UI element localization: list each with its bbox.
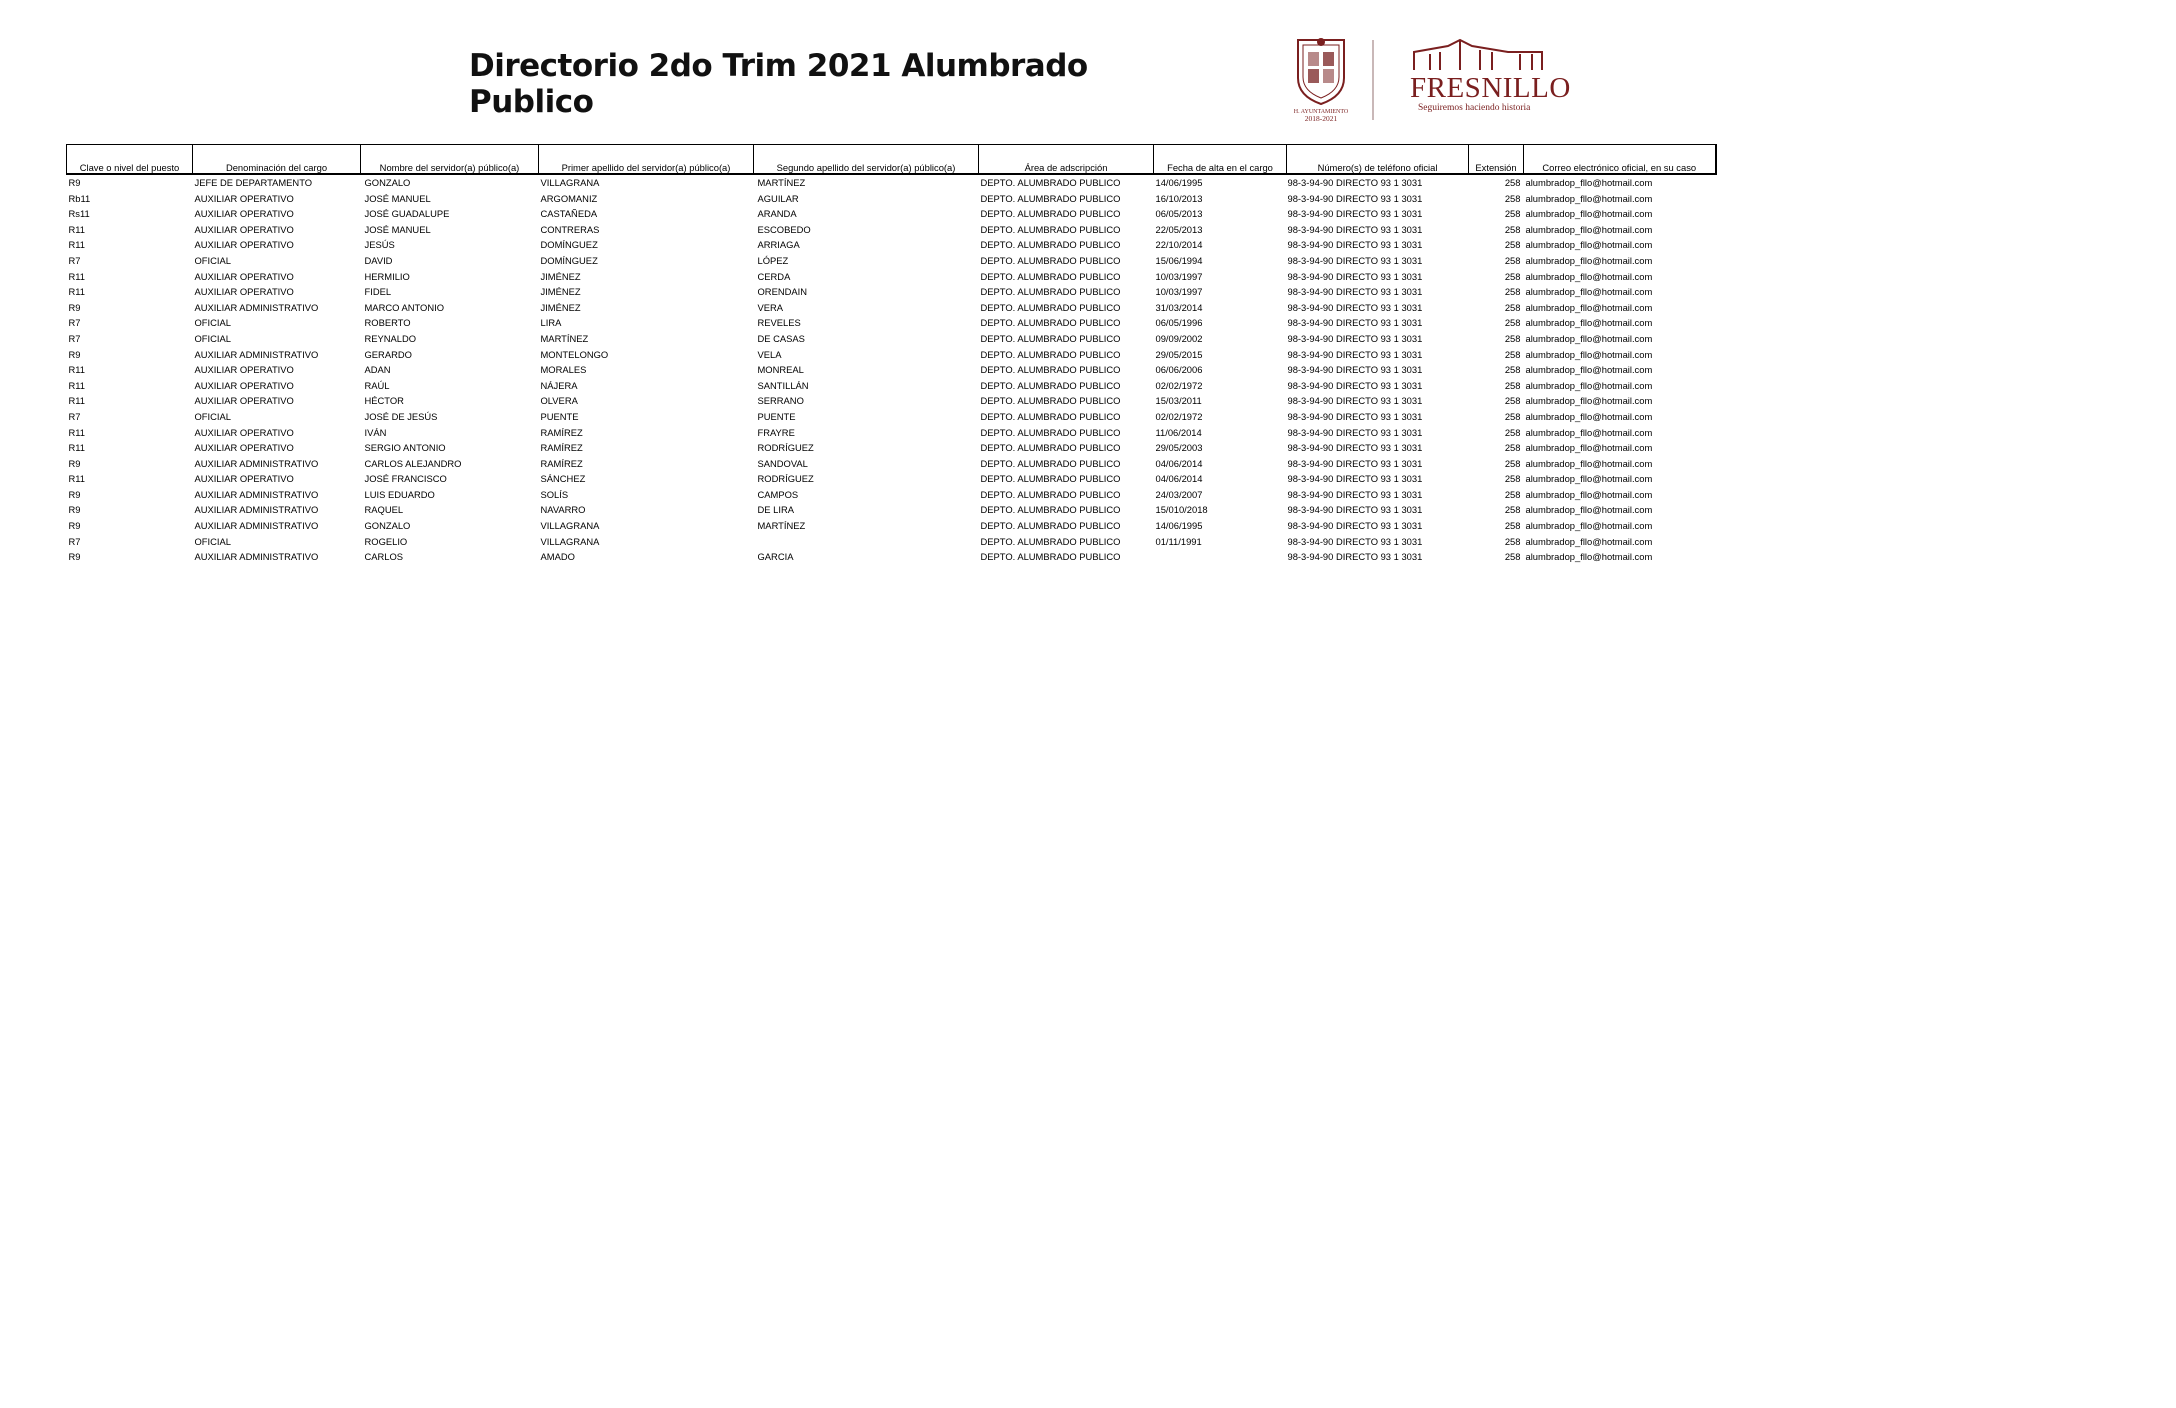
cell-fecha-alta: 01/11/1991 [1155,535,1202,547]
cell-correo: alumbradop_fllo@hotmail.com [1525,270,1653,282]
cell-area: DEPTO. ALUMBRADO PUBLICO [980,473,1121,485]
cell-telefono: 98-3-94-90 DIRECTO 93 1 3031 [1287,286,1423,298]
cell-clave: R9 [68,520,81,532]
header-col-segundo-apellido: Segundo apellido del servidor(a) público(a) [754,145,979,175]
cell-telefono: 98-3-94-90 DIRECTO 93 1 3031 [1287,208,1423,220]
cell-cargo: OFICIAL [194,332,231,344]
cell-fecha-alta: 16/10/2013 [1155,192,1203,204]
cell-primer-apellido: MORALES [540,364,587,376]
table-row [67,191,1716,207]
cell-fecha-alta: 11/06/2014 [1155,426,1202,438]
cell-telefono: 98-3-94-90 DIRECTO 93 1 3031 [1287,457,1423,469]
cell-correo: alumbradop_fllo@hotmail.com [1525,410,1653,422]
cell-clave: R11 [68,286,86,298]
cell-extension: 258 [1504,520,1521,532]
cell-cargo: OFICIAL [194,317,231,329]
cell-telefono: 98-3-94-90 DIRECTO 93 1 3031 [1287,442,1423,454]
cell-telefono: 98-3-94-90 DIRECTO 93 1 3031 [1287,410,1423,422]
cell-fecha-alta: 14/06/1995 [1155,177,1203,188]
cell-fecha-alta: 22/05/2013 [1155,223,1203,235]
cell-fecha-alta: 06/06/2006 [1155,364,1203,376]
cell-telefono: 98-3-94-90 DIRECTO 93 1 3031 [1287,504,1423,516]
cell-primer-apellido: JIMÉNEZ [540,286,581,298]
cell-area: DEPTO. ALUMBRADO PUBLICO [980,348,1121,360]
cell-extension: 258 [1504,192,1521,204]
cell-primer-apellido: LIRA [540,317,562,329]
cell-area: DEPTO. ALUMBRADO PUBLICO [980,208,1121,220]
cell-area: DEPTO. ALUMBRADO PUBLICO [980,504,1121,516]
cell-correo: alumbradop_fllo@hotmail.com [1525,520,1653,532]
cell-segundo-apellido: VERA [757,301,784,313]
header-col-correo: Correo electrónico oficial, en su caso [1524,145,1716,175]
table-row [67,300,1716,316]
header-col-nombre: Nombre del servidor(a) público(a) [361,145,539,175]
cell-segundo-apellido: CERDA [757,270,791,282]
cell-fecha-alta: 09/09/2002 [1155,332,1203,344]
cell-clave: R7 [68,317,81,329]
cell-segundo-apellido: RODRÍGUEZ [757,473,814,485]
cell-fecha-alta: 10/03/1997 [1155,270,1203,282]
cell-extension: 258 [1504,379,1521,391]
cell-clave: R9 [68,348,81,360]
cell-segundo-apellido: DE CASAS [757,332,805,344]
cell-segundo-apellido: PUENTE [757,410,796,422]
cell-correo: alumbradop_fllo@hotmail.com [1525,426,1653,438]
table-row [67,471,1716,487]
cell-telefono: 98-3-94-90 DIRECTO 93 1 3031 [1287,317,1423,329]
cell-cargo: AUXILIAR ADMINISTRATIVO [194,520,319,532]
cell-extension: 258 [1504,395,1521,407]
cell-correo: alumbradop_fllo@hotmail.com [1525,208,1653,220]
cell-correo: alumbradop_fllo@hotmail.com [1525,457,1653,469]
cell-cargo: OFICIAL [194,254,231,266]
header-col-area: Área de adscripción [979,145,1154,175]
cell-segundo-apellido [754,534,979,550]
table-row [67,456,1716,472]
cell-extension: 258 [1504,504,1521,516]
table-row [67,222,1716,238]
cell-clave: R11 [68,223,86,235]
cell-area: DEPTO. ALUMBRADO PUBLICO [980,395,1121,407]
cell-cargo: AUXILIAR OPERATIVO [194,192,294,204]
cell-extension: 258 [1504,457,1521,469]
cell-cargo: OFICIAL [194,535,231,547]
cell-area: DEPTO. ALUMBRADO PUBLICO [980,270,1121,282]
cell-telefono: 98-3-94-90 DIRECTO 93 1 3031 [1287,426,1423,438]
cell-nombre: JOSÉ FRANCISCO [364,473,447,485]
cell-nombre: LUIS EDUARDO [364,488,435,500]
cell-area: DEPTO. ALUMBRADO PUBLICO [980,457,1121,469]
cell-primer-apellido: RAMÍREZ [540,442,583,454]
cell-correo: alumbradop_fllo@hotmail.com [1525,364,1653,376]
cell-nombre: CARLOS [364,551,404,563]
table-row [67,315,1716,331]
cell-extension: 258 [1504,208,1521,220]
cell-telefono: 98-3-94-90 DIRECTO 93 1 3031 [1287,395,1423,407]
cell-clave: R11 [68,442,86,454]
cell-extension: 258 [1504,239,1521,251]
cell-extension: 258 [1504,551,1521,563]
table-row [67,534,1716,550]
cell-cargo: AUXILIAR OPERATIVO [194,364,294,376]
cell-telefono: 98-3-94-90 DIRECTO 93 1 3031 [1287,192,1423,204]
cell-fecha-alta: 29/05/2003 [1155,442,1203,454]
cell-segundo-apellido: RODRÍGUEZ [757,442,814,454]
cell-nombre: ROGELIO [364,535,408,547]
cell-extension: 258 [1504,535,1521,547]
logo-divider [1372,40,1374,120]
cell-telefono: 98-3-94-90 DIRECTO 93 1 3031 [1287,379,1423,391]
cell-clave: Rb11 [68,192,91,204]
cell-primer-apellido: JIMÉNEZ [540,270,581,282]
cell-correo: alumbradop_fllo@hotmail.com [1525,239,1653,251]
table-row [67,425,1716,441]
cell-cargo: AUXILIAR OPERATIVO [194,426,294,438]
table-row [67,487,1716,503]
cell-area: DEPTO. ALUMBRADO PUBLICO [980,410,1121,422]
cell-fecha-alta: 14/06/1995 [1155,520,1203,532]
cell-extension: 258 [1504,254,1521,266]
cell-primer-apellido: MARTÍNEZ [540,332,589,344]
cell-clave: R9 [68,301,81,313]
cell-segundo-apellido: ORENDAIN [757,286,807,298]
cell-extension: 258 [1504,410,1521,422]
cell-primer-apellido: MONTELONGO [540,348,609,360]
cell-correo: alumbradop_fllo@hotmail.com [1525,535,1653,547]
table-row [67,237,1716,253]
cell-cargo: AUXILIAR OPERATIVO [194,223,294,235]
table-row [67,206,1716,222]
cell-segundo-apellido: SANDOVAL [757,457,808,469]
cell-segundo-apellido: VELA [757,348,782,360]
cell-nombre: JOSÉ DE JESÚS [364,410,438,422]
table-row [67,269,1716,285]
cell-correo: alumbradop_fllo@hotmail.com [1525,395,1653,407]
header-col-clave: Clave o nivel del puesto [67,145,193,175]
seal-years: 2018-2021 [1304,114,1338,122]
cell-area: DEPTO. ALUMBRADO PUBLICO [980,520,1121,532]
cell-segundo-apellido: MARTÍNEZ [757,520,806,532]
document-title: Directorio 2do Trim 2021 Alumbrado Publico [469,48,1088,120]
cell-area: DEPTO. ALUMBRADO PUBLICO [980,488,1121,500]
cell-extension: 258 [1504,442,1521,454]
cell-primer-apellido: OLVERA [540,395,578,407]
cell-fecha-alta: 31/03/2014 [1155,301,1203,313]
cell-extension: 258 [1504,177,1521,188]
cell-segundo-apellido: MARTÍNEZ [757,177,806,188]
cell-nombre: RAQUEL [364,504,404,516]
table-row [67,253,1716,269]
cell-fecha-alta: 04/06/2014 [1155,473,1203,485]
cell-segundo-apellido: GARCIA [757,551,794,563]
cell-primer-apellido: VILLAGRANA [540,520,600,532]
cell-extension: 258 [1504,488,1521,500]
table-row [67,362,1716,378]
cell-clave: R9 [68,177,81,188]
cell-extension: 258 [1504,286,1521,298]
cell-segundo-apellido: SERRANO [757,395,804,407]
cell-segundo-apellido: ESCOBEDO [757,223,811,235]
cell-telefono: 98-3-94-90 DIRECTO 93 1 3031 [1287,301,1423,313]
cell-area: DEPTO. ALUMBRADO PUBLICO [980,364,1121,376]
cell-nombre: REYNALDO [364,332,417,344]
cell-primer-apellido: DOMÍNGUEZ [540,254,598,266]
cell-telefono: 98-3-94-90 DIRECTO 93 1 3031 [1287,254,1423,266]
cell-clave: R9 [68,457,81,469]
table-row [67,549,1716,565]
table-row [67,409,1716,425]
cell-extension: 258 [1504,348,1521,360]
cell-area: DEPTO. ALUMBRADO PUBLICO [980,286,1121,298]
cell-correo: alumbradop_fllo@hotmail.com [1525,286,1653,298]
cell-fecha-alta: 22/10/2014 [1155,239,1203,251]
cell-nombre: DAVID [364,254,393,266]
cell-segundo-apellido: CAMPOS [757,488,799,500]
cell-telefono: 98-3-94-90 DIRECTO 93 1 3031 [1287,535,1423,547]
cell-clave: R7 [68,535,81,547]
header-col-fecha-alta: Fecha de alta en el cargo [1154,145,1287,175]
cell-primer-apellido: SOLÍS [540,488,569,500]
cell-telefono: 98-3-94-90 DIRECTO 93 1 3031 [1287,348,1423,360]
cell-clave: R11 [68,364,86,376]
cell-clave: R11 [68,426,86,438]
cell-extension: 258 [1504,332,1521,344]
header-col-telefono: Número(s) de teléfono oficial [1287,145,1469,175]
header-col-extension: Extensión [1469,145,1524,175]
cell-cargo: AUXILIAR ADMINISTRATIVO [194,551,319,563]
cell-telefono: 98-3-94-90 DIRECTO 93 1 3031 [1287,177,1423,188]
cell-primer-apellido: RAMÍREZ [540,426,583,438]
cell-telefono: 98-3-94-90 DIRECTO 93 1 3031 [1287,473,1423,485]
cell-primer-apellido: PUENTE [540,410,579,422]
cell-clave: R11 [68,239,86,251]
header-col-primer-apellido: Primer apellido del servidor(a) público(a) [539,145,754,175]
cell-fecha-alta: 29/05/2015 [1155,348,1203,360]
cell-area: DEPTO. ALUMBRADO PUBLICO [980,442,1121,454]
cell-telefono: 98-3-94-90 DIRECTO 93 1 3031 [1287,223,1423,235]
cell-fecha-alta: 06/05/1996 [1155,317,1203,329]
cell-segundo-apellido: MONREAL [757,364,804,376]
cell-primer-apellido: NAVARRO [540,504,586,516]
cell-area: DEPTO. ALUMBRADO PUBLICO [980,426,1121,438]
cell-cargo: AUXILIAR OPERATIVO [194,473,294,485]
cell-nombre: SERGIO ANTONIO [364,442,446,454]
cell-cargo: AUXILIAR OPERATIVO [194,208,294,220]
cell-cargo: AUXILIAR OPERATIVO [194,395,294,407]
cell-telefono: 98-3-94-90 DIRECTO 93 1 3031 [1287,488,1423,500]
cell-correo: alumbradop_fllo@hotmail.com [1525,332,1653,344]
cell-extension: 258 [1504,364,1521,376]
cell-segundo-apellido: ARRIAGA [757,239,800,251]
cell-segundo-apellido: REVELES [757,317,801,329]
cell-fecha-alta: 15/03/2011 [1155,395,1202,407]
cell-correo: alumbradop_fllo@hotmail.com [1525,223,1653,235]
cell-correo: alumbradop_fllo@hotmail.com [1525,488,1653,500]
cell-fecha-alta: 15/010/2018 [1155,504,1208,516]
cell-primer-apellido: CASTAÑEDA [540,208,598,220]
directory-table [66,144,1717,565]
brand-name: FRESNILLO [1410,72,1571,104]
cell-telefono: 98-3-94-90 DIRECTO 93 1 3031 [1287,270,1423,282]
cell-primer-apellido: JIMÉNEZ [540,301,581,313]
table-row [67,518,1716,534]
cell-extension: 258 [1504,223,1521,235]
cell-clave: R7 [68,254,81,266]
cell-cargo: AUXILIAR ADMINISTRATIVO [194,301,319,313]
cell-fecha-alta: 15/06/1994 [1155,254,1203,266]
cell-fecha-alta [1154,549,1287,565]
cell-nombre: ADAN [364,364,391,376]
cell-nombre: FIDEL [364,286,392,298]
cell-extension: 258 [1504,301,1521,313]
cell-extension: 258 [1504,270,1521,282]
cell-extension: 258 [1504,473,1521,485]
seal-caption: H. AYUNTAMIENTO [1293,109,1349,115]
cell-cargo: AUXILIAR ADMINISTRATIVO [194,504,319,516]
cell-segundo-apellido: SANTILLÁN [757,379,809,391]
cell-area: DEPTO. ALUMBRADO PUBLICO [980,223,1121,235]
table-row [67,331,1716,347]
cell-clave: R11 [68,379,86,391]
cell-clave: R7 [68,332,81,344]
cell-primer-apellido: DOMÍNGUEZ [540,239,598,251]
cell-telefono: 98-3-94-90 DIRECTO 93 1 3031 [1287,520,1423,532]
cell-clave: R11 [68,395,86,407]
cell-correo: alumbradop_fllo@hotmail.com [1525,504,1653,516]
cell-correo: alumbradop_fllo@hotmail.com [1525,192,1653,204]
table-row [67,174,1716,191]
table-body [67,174,1716,565]
cell-correo: alumbradop_fllo@hotmail.com [1525,348,1653,360]
cell-telefono: 98-3-94-90 DIRECTO 93 1 3031 [1287,364,1423,376]
cell-segundo-apellido: AGUILAR [757,192,799,204]
cell-extension: 258 [1504,317,1521,329]
cell-clave: R11 [68,270,86,282]
cell-correo: alumbradop_fllo@hotmail.com [1525,473,1653,485]
cell-segundo-apellido: ARANDA [757,208,797,220]
cell-area: DEPTO. ALUMBRADO PUBLICO [980,332,1121,344]
cell-nombre: JOSÉ MANUEL [364,223,431,235]
cell-primer-apellido: NÁJERA [540,379,578,391]
cell-clave: Rs11 [68,208,90,220]
cell-correo: alumbradop_fllo@hotmail.com [1525,379,1653,391]
cell-nombre: GONZALO [364,177,411,188]
cell-nombre: IVÁN [364,426,387,438]
cell-area: DEPTO. ALUMBRADO PUBLICO [980,254,1121,266]
cell-fecha-alta: 04/06/2014 [1155,457,1203,469]
cell-nombre: HÉCTOR [364,395,404,407]
cell-fecha-alta: 02/02/1972 [1155,410,1203,422]
cell-clave: R9 [68,488,81,500]
cell-cargo: AUXILIAR ADMINISTRATIVO [194,488,319,500]
cell-correo: alumbradop_fllo@hotmail.com [1525,301,1653,313]
cell-nombre: MARCO ANTONIO [364,301,445,313]
cell-area: DEPTO. ALUMBRADO PUBLICO [980,192,1121,204]
cell-cargo: OFICIAL [194,410,231,422]
cell-area: DEPTO. ALUMBRADO PUBLICO [980,551,1121,563]
cell-cargo: AUXILIAR OPERATIVO [194,379,294,391]
cell-primer-apellido: VILLAGRANA [540,177,600,188]
cell-cargo: AUXILIAR ADMINISTRATIVO [194,457,319,469]
table-row [67,347,1716,363]
cell-cargo: AUXILIAR OPERATIVO [194,239,294,251]
cell-primer-apellido: ARGOMANIZ [540,192,598,204]
cell-area: DEPTO. ALUMBRADO PUBLICO [980,177,1121,188]
cell-primer-apellido: CONTRERAS [540,223,600,235]
table-row [67,440,1716,456]
cell-correo: alumbradop_fllo@hotmail.com [1525,254,1653,266]
cell-nombre: JESÚS [364,239,395,251]
cell-correo: alumbradop_fllo@hotmail.com [1525,551,1653,563]
cell-area: DEPTO. ALUMBRADO PUBLICO [980,239,1121,251]
cell-area: DEPTO. ALUMBRADO PUBLICO [980,535,1121,547]
cell-cargo: AUXILIAR OPERATIVO [194,270,294,282]
cell-fecha-alta: 24/03/2007 [1155,488,1203,500]
cell-correo: alumbradop_fllo@hotmail.com [1525,317,1653,329]
cell-segundo-apellido: FRAYRE [757,426,795,438]
cell-segundo-apellido: DE LIRA [757,504,794,516]
cell-area: DEPTO. ALUMBRADO PUBLICO [980,317,1121,329]
table-row [67,284,1716,300]
cell-cargo: AUXILIAR OPERATIVO [194,442,294,454]
cell-clave: R11 [68,473,86,485]
cell-nombre: GONZALO [364,520,411,532]
cell-cargo: JEFE DE DEPARTAMENTO [194,177,313,188]
table-row [67,393,1716,409]
cell-correo: alumbradop_fllo@hotmail.com [1525,177,1653,188]
cell-segundo-apellido: LÓPEZ [757,254,789,266]
cell-correo: alumbradop_fllo@hotmail.com [1525,442,1653,454]
table-header-row [67,145,1716,175]
cell-telefono: 98-3-94-90 DIRECTO 93 1 3031 [1287,332,1423,344]
brand-slogan: Seguiremos haciendo historia [1418,103,1531,113]
cell-nombre: RAÚL [364,379,390,391]
cell-primer-apellido: RAMÍREZ [540,457,583,469]
header-col-denominacion: Denominación del cargo [193,145,361,175]
cell-telefono: 98-3-94-90 DIRECTO 93 1 3031 [1287,239,1423,251]
table-row [67,378,1716,394]
cell-area: DEPTO. ALUMBRADO PUBLICO [980,301,1121,313]
cell-nombre: JOSÉ GUADALUPE [364,208,450,220]
cell-nombre: GERARDO [364,348,412,360]
cell-primer-apellido: AMADO [540,551,575,563]
cell-nombre: ROBERTO [364,317,411,329]
cell-cargo: AUXILIAR ADMINISTRATIVO [194,348,319,360]
cell-clave: R9 [68,551,81,563]
cell-fecha-alta: 06/05/2013 [1155,208,1203,220]
cell-fecha-alta: 02/02/1972 [1155,379,1203,391]
ayuntamiento-seal-logo [1290,34,1352,122]
cell-extension: 258 [1504,426,1521,438]
cell-nombre: CARLOS ALEJANDRO [364,457,462,469]
cell-nombre: HERMILIO [364,270,410,282]
cell-primer-apellido: VILLAGRANA [540,535,600,547]
cell-telefono: 98-3-94-90 DIRECTO 93 1 3031 [1287,551,1423,563]
cell-clave: R9 [68,504,81,516]
cell-clave: R7 [68,410,81,422]
cell-fecha-alta: 10/03/1997 [1155,286,1203,298]
cell-primer-apellido: SÁNCHEZ [540,473,586,485]
cell-area: DEPTO. ALUMBRADO PUBLICO [980,379,1121,391]
cell-nombre: JOSÉ MANUEL [364,192,431,204]
table-row [67,502,1716,518]
cell-cargo: AUXILIAR OPERATIVO [194,286,294,298]
